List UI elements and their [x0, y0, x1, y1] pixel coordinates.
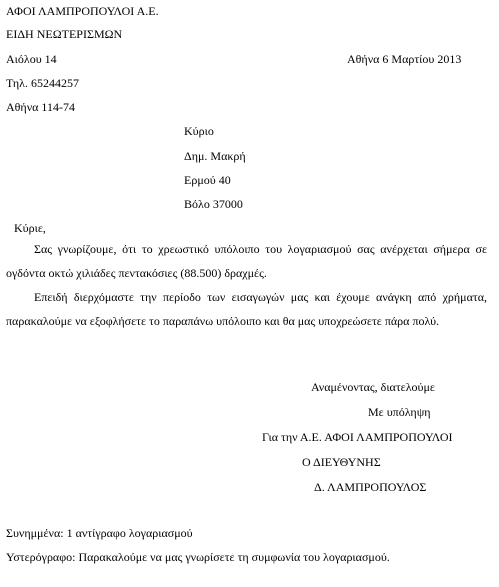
enclosure-note: Συνημμένα: 1 αντίγραφο λογαριασμού — [6, 526, 193, 540]
recipient-name: Δημ. Μακρή — [184, 149, 246, 163]
letter-date: Αθήνα 6 Μαρτίου 2013 — [347, 52, 462, 66]
salutation: Κύριε, — [14, 221, 46, 235]
body-paragraph-2: Επειδή διερχόμαστε την περίοδο των εισαγωγών μας και έχουμε ανάγκη από χρήματα, παρακαλούμε να εξοφλήσετε το παραπάνω υπόλοιπο και θα μας υποχρεώσετε πάρα πολύ. — [6, 290, 487, 328]
closing-role: Ο ΔΙΕΥΘΥΝΗΣ — [302, 455, 381, 469]
closing-phrase: Αναμένοντας, διατελούμε — [311, 380, 435, 394]
recipient-title: Κύριο — [184, 124, 214, 138]
sender-business: ΕΙΔΗ ΝΕΩΤΕΡΙΣΜΩΝ — [6, 27, 123, 41]
sender-company: ΑΦΟΙ ΛΑΜΠΡΟΠΟΥΛΟΙ Α.Ε. — [6, 4, 159, 18]
sender-phone: Τηλ. 65244257 — [6, 76, 79, 90]
closing-signatory: Δ. ΛΑΜΠΡΟΠΟΥΛΟΣ — [314, 480, 427, 494]
sender-city: Αθήνα 114-74 — [6, 100, 75, 114]
sender-street: Αιόλου 14 — [6, 52, 57, 66]
closing-company: Για την Α.Ε. ΑΦΟΙ ΛΑΜΠΡΟΠΟΥΛΟΙ — [262, 430, 453, 444]
postscript: Υστερόγραφο: Παρακαλούμε να μας γνωρίσετε τη συμφωνία του λογαριασμού. — [6, 550, 390, 564]
closing-regards: Με υπόληψη — [368, 405, 431, 419]
recipient-street: Ερμού 40 — [184, 173, 231, 187]
body-paragraph-1: Σας γνωρίζουμε, ότι το χρεωστικό υπόλοιπο του λογαριασμού σας ανέρχεται σήμερα σε ογδόντα οκτώ χιλιάδες πεντακόσιες (88.500) δραχμές. — [6, 242, 487, 280]
recipient-city: Βόλο 37000 — [184, 197, 243, 211]
